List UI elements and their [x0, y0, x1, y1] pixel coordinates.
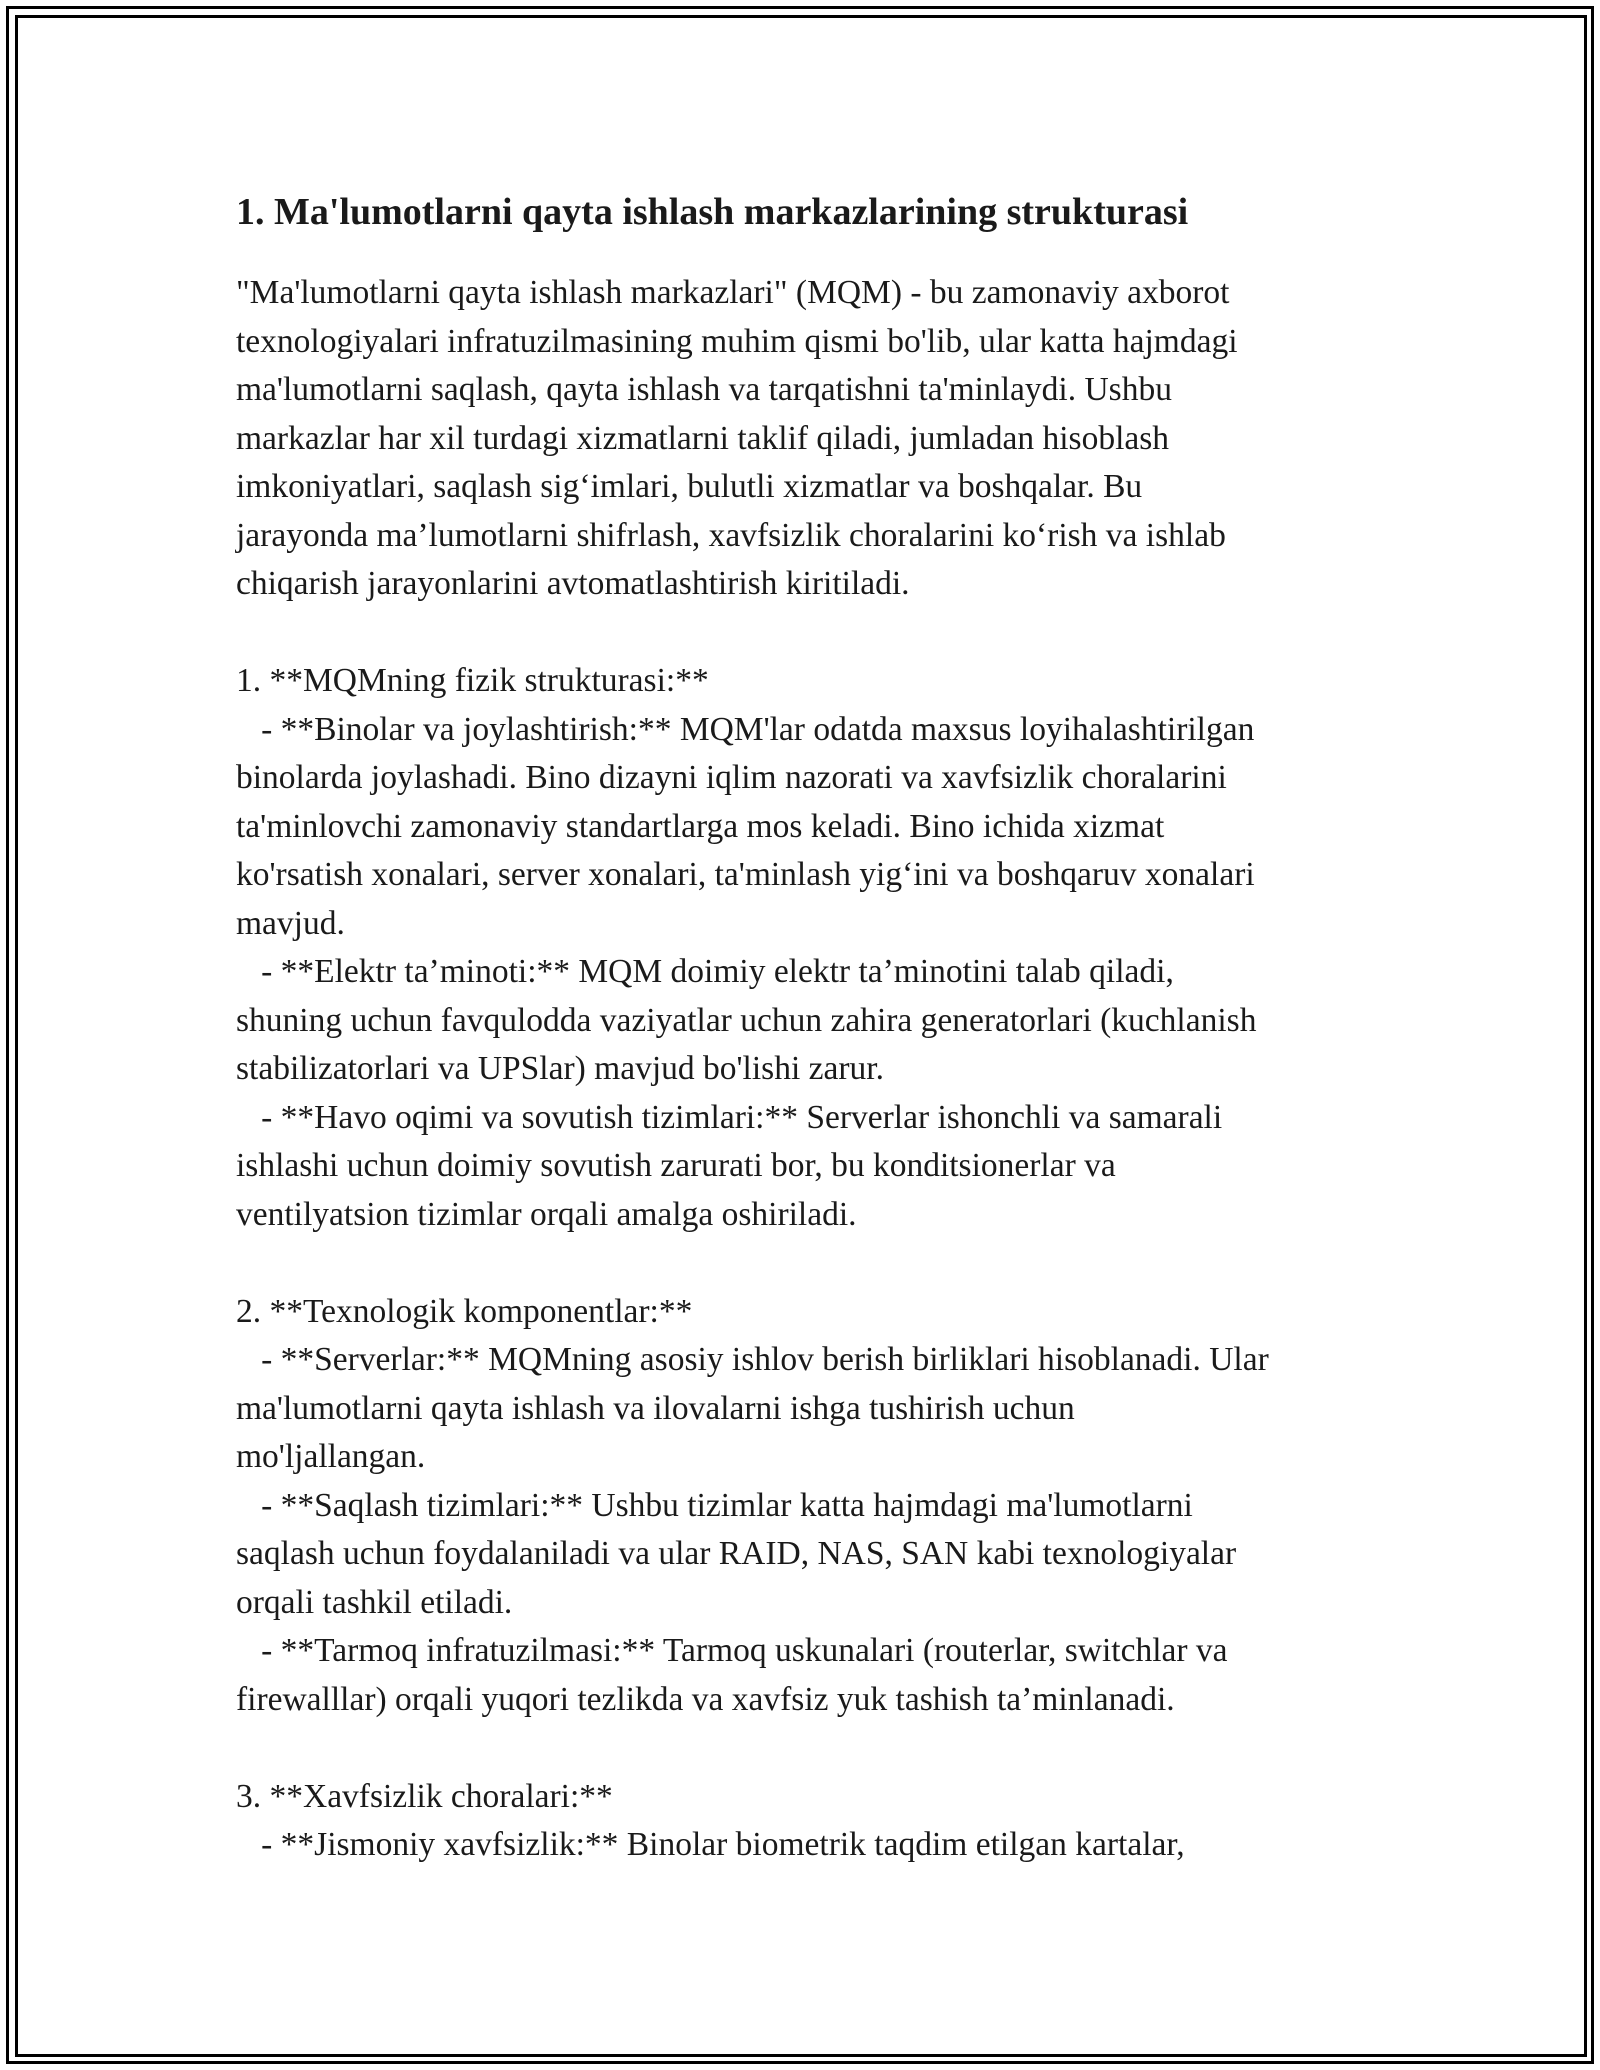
section-physical-structure: 1. **MQMning fizik strukturasi:** - **Binolar va joylashtirish:** MQM'lar odatda maxsus loyihalashtirilgan binolarda joylashadi. Bino dizayni iqlim nazorati va xavfsizlik choralarini ta'minlovchi zamonaviy standartlarga mos keladi. Bino ichida xizmat ko'rsatish xonalari, server xonalari, ta'minlash yig‘ini va boshqaruv xonalari mavjud. - **Elektr ta’minoti:** MQM doimiy elektr ta’minotini talab qiladi, shuning uchun favqulodda vaziyatlar uchun zahira generatorlari (kuchlanish stabilizatorlari va UPSlar) mavjud bo'lishi zarur. - **Havo oqimi va sovutish tizimlari:** Serverlar ishonchli va samarali ishlashi uchun doimiy sovutish zarurati bor, bu konditsionerlar va ventilyatsion tizimlar orqali amalga oshiriladi.	[236, 662, 1257, 1233]
document-title: 1. Ma'lumotlarni qayta ishlash markazlarining strukturasi	[236, 191, 1189, 233]
section-technological-components: 2. **Texnologik komponentlar:** - **Serverlar:** MQMning asosiy ishlov berish birliklari hisoblanadi. Ular ma'lumotlarni qayta ishlash va ilovalarni ishga tushirish uchun mo'ljallangan. - **Saqlash tizimlari:** Ushbu tizimlar katta hajmdagi ma'lumotlarni saqlash uchun foydalaniladi va ular RAID, NAS, SAN kabi texnologiyalar orqali tashkil etiladi. - **Tarmoq infratuzilmasi:** Tarmoq uskunalari (routerlar, switchlar va firewalllar) orqali yuqori tezlikda va xavfsiz yuk tashish ta’minlanadi.	[236, 1292, 1269, 1718]
blank-line	[236, 1239, 1386, 1288]
blank-line	[236, 1724, 1386, 1773]
document-body	[236, 188, 1386, 1870]
section-security-measures: 3. **Xavfsizlik choralari:** - **Jismoniy xavfsizlik:** Binolar biometrik taqdim etilgan kartalar,	[236, 1777, 1185, 1863]
blank-line	[236, 609, 1386, 658]
intro-paragraph: "Ma'lumotlarni qayta ishlash markazlari" (MQM) - bu zamonaviy axborot texnologiyalari infratuzilmasining muhim qismi bo'lib, ular katta hajmdagi ma'lumotlarni saqlash, qayta ishlash va tarqatishni ta'minlaydi. Ushbu markazlar har xil turdagi xizmatlarni taklif qiladi, jumladan hisoblash imkoniyatlari, saqlash sig‘imlari, bulutli xizmatlar va boshqalar. Bu jarayonda ma’lumotlarni shifrlash, xavfsizlik choralarini ko‘rish va ishlab chiqarish jarayonlarini avtomatlashtirish kiritiladi.	[236, 274, 1238, 602]
